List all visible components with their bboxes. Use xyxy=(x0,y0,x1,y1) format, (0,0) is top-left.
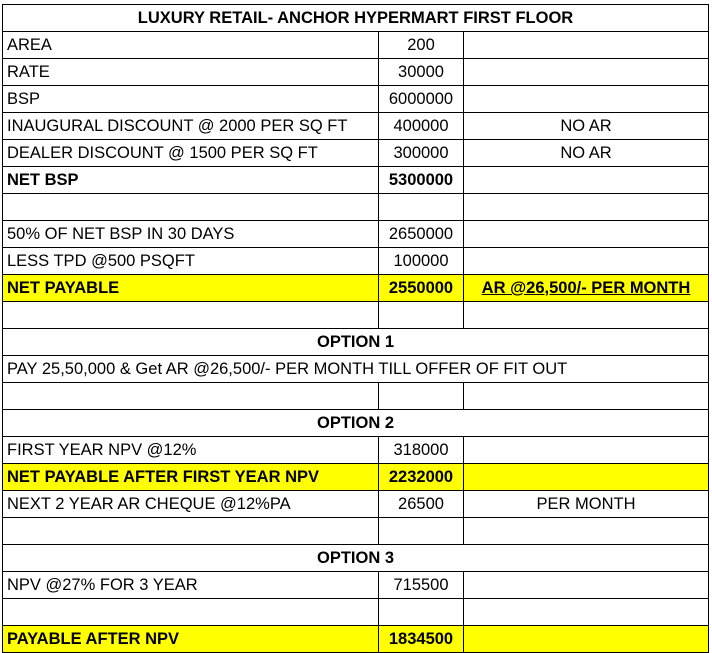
cell-note[interactable]: NO AR xyxy=(464,113,709,140)
cell-label[interactable]: NET BSP xyxy=(3,167,379,194)
cell-label[interactable] xyxy=(3,302,379,329)
cell-value[interactable]: 6000000 xyxy=(379,86,464,113)
cell-value[interactable]: 30000 xyxy=(379,59,464,86)
option-2-heading[interactable]: OPTION 2 xyxy=(3,410,709,437)
cell-label[interactable] xyxy=(3,599,379,626)
cell-label[interactable]: DEALER DISCOUNT @ 1500 PER SQ FT xyxy=(3,140,379,167)
row-inaugural-discount xyxy=(3,113,709,140)
cell-note[interactable] xyxy=(464,194,709,221)
cell-note[interactable] xyxy=(464,626,709,653)
option-1-heading[interactable]: OPTION 1 xyxy=(3,329,709,356)
cell-value[interactable]: 26500 xyxy=(379,491,464,518)
cell-label[interactable]: 50% OF NET BSP IN 30 DAYS xyxy=(3,221,379,248)
row-npv-3-year xyxy=(3,572,709,599)
cell-value[interactable]: 2550000 xyxy=(379,275,464,302)
cell-note[interactable] xyxy=(464,302,709,329)
row-less-tpd xyxy=(3,248,709,275)
cell-note[interactable] xyxy=(464,464,709,491)
cell-value[interactable]: 300000 xyxy=(379,140,464,167)
cell-value[interactable]: 715500 xyxy=(379,572,464,599)
cell-label[interactable]: NPV @27% FOR 3 YEAR xyxy=(3,572,379,599)
row-net-bsp xyxy=(3,167,709,194)
cell-label[interactable]: PAYABLE AFTER NPV xyxy=(3,626,379,653)
cell-note[interactable] xyxy=(464,437,709,464)
cell-label[interactable]: NEXT 2 YEAR AR CHEQUE @12%PA xyxy=(3,491,379,518)
row-first-year-npv xyxy=(3,437,709,464)
cell-note[interactable] xyxy=(464,167,709,194)
cell-note[interactable] xyxy=(464,59,709,86)
row-area xyxy=(3,32,709,59)
row-option-1-header xyxy=(3,329,709,356)
cell-label[interactable] xyxy=(3,194,379,221)
cell-note[interactable] xyxy=(464,572,709,599)
row-empty xyxy=(3,599,709,626)
row-empty xyxy=(3,194,709,221)
row-payable-after-npv xyxy=(3,626,709,653)
cell-label[interactable]: AREA xyxy=(3,32,379,59)
cell-value[interactable] xyxy=(379,383,464,410)
row-empty xyxy=(3,383,709,410)
option-1-description[interactable]: PAY 25,50,000 & Get AR @26,500/- PER MONTH TILL OFFER OF FIT OUT xyxy=(3,356,709,383)
cell-value[interactable]: 2650000 xyxy=(379,221,464,248)
cell-label[interactable]: LESS TPD @500 PSQFT xyxy=(3,248,379,275)
cell-note[interactable] xyxy=(464,599,709,626)
cell-value[interactable]: 100000 xyxy=(379,248,464,275)
cell-note[interactable] xyxy=(464,518,709,545)
row-rate xyxy=(3,59,709,86)
row-empty xyxy=(3,518,709,545)
cell-label[interactable]: BSP xyxy=(3,86,379,113)
cell-value[interactable] xyxy=(379,194,464,221)
cell-label[interactable] xyxy=(3,383,379,410)
cell-note[interactable] xyxy=(464,221,709,248)
row-ar-cheque xyxy=(3,491,709,518)
cell-value[interactable]: 5300000 xyxy=(379,167,464,194)
cell-note[interactable] xyxy=(464,32,709,59)
row-bsp xyxy=(3,86,709,113)
option-3-heading[interactable]: OPTION 3 xyxy=(3,545,709,572)
cell-label[interactable]: INAUGURAL DISCOUNT @ 2000 PER SQ FT xyxy=(3,113,379,140)
cell-note[interactable]: NO AR xyxy=(464,140,709,167)
cell-value[interactable] xyxy=(379,518,464,545)
row-half-net-bsp xyxy=(3,221,709,248)
row-empty xyxy=(3,302,709,329)
row-dealer-discount xyxy=(3,140,709,167)
cell-label[interactable]: NET PAYABLE AFTER FIRST YEAR NPV xyxy=(3,464,379,491)
cell-value[interactable] xyxy=(379,302,464,329)
row-net-payable xyxy=(3,275,709,302)
cell-label[interactable]: NET PAYABLE xyxy=(3,275,379,302)
cell-note[interactable] xyxy=(464,383,709,410)
cell-note[interactable] xyxy=(464,248,709,275)
cell-label[interactable]: FIRST YEAR NPV @12% xyxy=(3,437,379,464)
cell-note[interactable] xyxy=(464,86,709,113)
cell-label[interactable] xyxy=(3,518,379,545)
sheet-title[interactable]: LUXURY RETAIL- ANCHOR HYPERMART FIRST FLOOR xyxy=(3,5,709,32)
cell-value[interactable]: 1834500 xyxy=(379,626,464,653)
cell-value[interactable]: 318000 xyxy=(379,437,464,464)
row-net-payable-after-npv xyxy=(3,464,709,491)
cell-note[interactable]: AR @26,500/- PER MONTH xyxy=(464,275,709,302)
cell-value[interactable]: 200 xyxy=(379,32,464,59)
row-option-1-text xyxy=(3,356,709,383)
cell-note[interactable]: PER MONTH xyxy=(464,491,709,518)
cell-label[interactable]: RATE xyxy=(3,59,379,86)
cell-value[interactable] xyxy=(379,599,464,626)
spreadsheet-table xyxy=(2,4,709,653)
cell-value[interactable]: 400000 xyxy=(379,113,464,140)
cell-value[interactable]: 2232000 xyxy=(379,464,464,491)
row-option-2-header xyxy=(3,410,709,437)
row-option-3-header xyxy=(3,545,709,572)
